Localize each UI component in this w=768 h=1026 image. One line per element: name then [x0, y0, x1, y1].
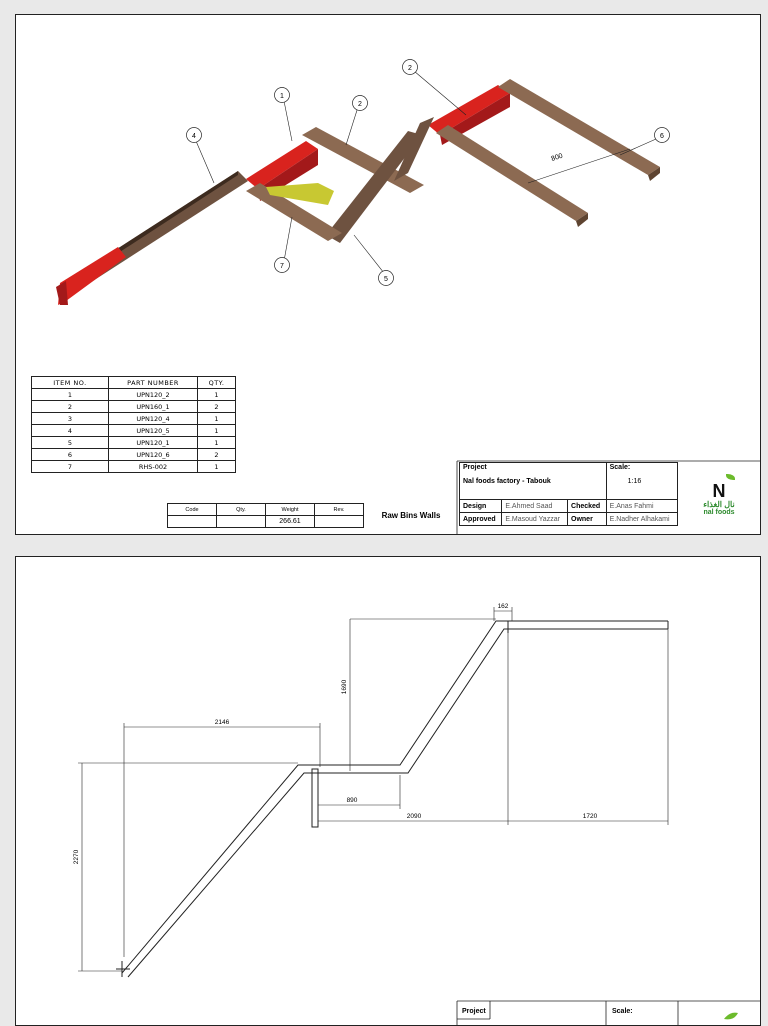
bill-of-materials [31, 376, 236, 473]
svg-text:2: 2 [408, 65, 412, 72]
dim-1720: 1720 [582, 813, 598, 820]
beam-item-4-red [58, 247, 126, 305]
meta-rev-label: Rev. [315, 504, 364, 516]
project-name: Nal foods factory - Tabouk [463, 478, 551, 485]
drawing-sheet-plan [15, 556, 761, 1026]
table-row: 4 UPN120_5 1 [32, 425, 236, 437]
meta-weight-label: Weight [266, 504, 315, 516]
table-row: 1 UPN120_2 1 [32, 389, 236, 401]
beam-item-4-end [56, 281, 68, 305]
table-row: 5 UPN120_1 1 [32, 437, 236, 449]
company-logo: N نال الغذاء nal foods [680, 464, 758, 534]
dimension-lines [78, 607, 668, 971]
svg-text:6: 6 [660, 133, 664, 140]
design-label: Design [460, 500, 502, 513]
dim-162: 162 [497, 603, 509, 610]
owner-value: E.Nadher Alhakami [606, 513, 677, 526]
leaf-icon [724, 1013, 738, 1020]
title-block [459, 462, 678, 526]
meta-weight-value: 266.61 [266, 516, 315, 528]
checked-value: E.Anas Fahmi [606, 500, 677, 513]
balloon-4 [187, 128, 202, 143]
beam-item-6-b [498, 79, 660, 175]
svg-text:4: 4 [192, 133, 196, 140]
scale-label: Scale: [609, 464, 631, 471]
project-label-2: Project [462, 1008, 486, 1015]
dimension-800: 800 [550, 152, 564, 163]
table-row: 6 UPN120_6 2 [32, 449, 236, 461]
scale-value: 1:16 [627, 478, 642, 485]
beam-outline [116, 621, 668, 977]
dim-2146: 2146 [214, 719, 230, 726]
checked-label: Checked [568, 500, 607, 513]
dim-2270: 2270 [73, 849, 80, 865]
owner-label: Owner [568, 513, 607, 526]
drawing-sheet-assembly [15, 14, 761, 535]
bom-header-part: PART NUMBER [109, 377, 198, 389]
balloon-6 [655, 128, 670, 143]
bom-header-qty: QTY. [198, 377, 236, 389]
balloon-1 [275, 88, 290, 103]
design-value: E.Ahmed Saad [502, 500, 568, 513]
approved-label: Approved [460, 513, 502, 526]
scale-label-2: Scale: [612, 1008, 633, 1015]
balloon-2a [403, 60, 418, 75]
dim-890: 890 [346, 797, 358, 804]
approved-value: E.Masoud Yazzar [502, 513, 568, 526]
bom-header-item: ITEM NO. [32, 377, 109, 389]
meta-block [167, 503, 364, 528]
balloon-2b [353, 96, 368, 111]
svg-text:7: 7 [280, 263, 284, 270]
dimension-line-800 [528, 149, 630, 183]
beam-item-6-a [436, 125, 588, 221]
meta-qty-label: Qty. [217, 504, 266, 516]
leaf-icon [726, 474, 735, 480]
plan-view [16, 557, 761, 1026]
balloon-7 [275, 258, 290, 273]
project-label: Project [463, 464, 487, 471]
drawing-title: Raw Bins Walls [381, 511, 441, 520]
table-row: 2 UPN160_1 2 [32, 401, 236, 413]
svg-text:5: 5 [384, 276, 388, 283]
table-row: 7 RHS-002 1 [32, 461, 236, 473]
svg-text:2: 2 [358, 101, 362, 108]
table-row: 3 UPN120_4 1 [32, 413, 236, 425]
balloon-5 [379, 271, 394, 286]
meta-code-label: Code [168, 504, 217, 516]
dim-2090: 2090 [406, 813, 422, 820]
svg-text:1: 1 [280, 93, 284, 100]
dim-1690: 1690 [341, 679, 348, 695]
